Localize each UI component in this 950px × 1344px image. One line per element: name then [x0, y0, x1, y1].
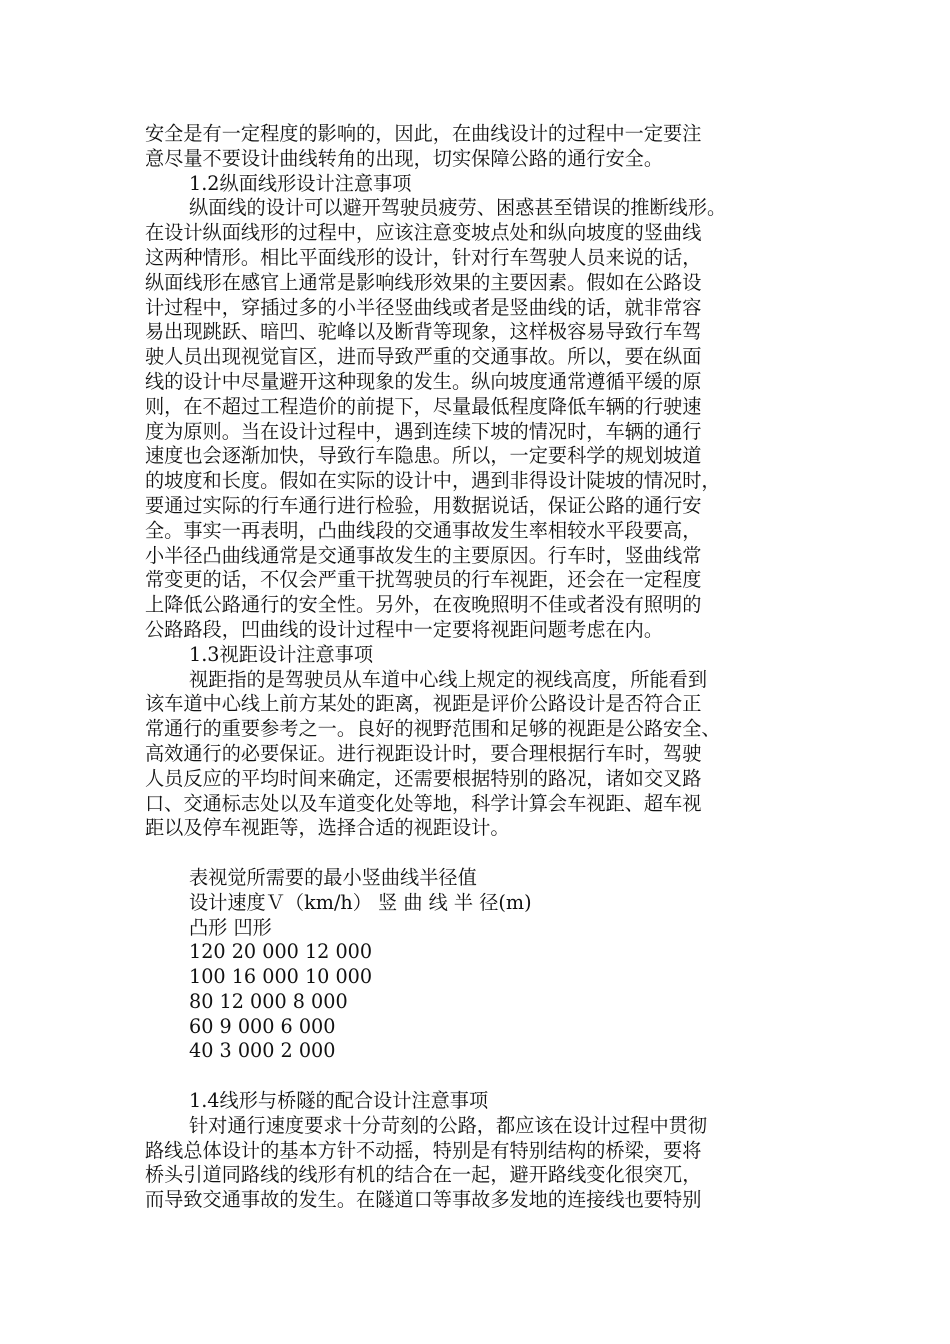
spacer	[145, 1064, 810, 1089]
text-line: 计过程中，穿插过多的小半径竖曲线或者是竖曲线的话，就非常容	[145, 295, 702, 319]
table-subheader: 凸形 凹形	[189, 915, 272, 939]
text-line: 而导致交通事故的发生。在隧道口等事故多发地的连接线也要特别	[145, 1188, 702, 1212]
text-line: 线的设计中尽量避开这种现象的发生。纵向坡度通常遵循平缓的原	[145, 369, 702, 393]
section-heading: 1.4线形与桥隧的配合设计注意事项	[189, 1089, 489, 1113]
text-line: 安全是有一定程度的影响的，因此，在曲线设计的过程中一定要注	[145, 122, 702, 145]
text-line: 常变更的话，不仅会严重干扰驾驶员的行车视距，还会在一定程度	[145, 568, 702, 592]
text-line: 全。事实一再表明，凸曲线段的交通事故发生率相较水平段要高，	[145, 518, 702, 542]
text-line: 桥头引道同路线的线形有机的结合在一起，避开路线变化很突兀，	[145, 1163, 702, 1187]
table-row: 120 20 000 12 000	[189, 940, 373, 964]
text-line: 公路路段，凹曲线的设计过程中一定要将视距问题考虑在内。	[145, 617, 664, 641]
table-row: 80 12 000 8 000	[189, 989, 348, 1013]
text-line: 上降低公路通行的安全性。另外，在夜晚照明不佳或者没有照明的	[145, 593, 702, 617]
table-row: 100 16 000 10 000	[189, 965, 373, 989]
table-title: 表视觉所需要的最小竖曲线半径值	[189, 865, 477, 889]
radius-table	[145, 866, 810, 1064]
section-heading: 1.2纵面线形设计注意事项	[189, 171, 412, 195]
text-line: 的坡度和长度。假如在实际的设计中，遇到非得设计陡坡的情况时，	[145, 469, 721, 493]
paragraph-1	[145, 122, 810, 172]
section-heading: 1.3视距设计注意事项	[189, 642, 374, 666]
text-line: 高效通行的必要保证。进行视距设计时，要合理根据行车时，驾驶	[145, 741, 702, 765]
text-line: 该车道中心线上前方某处的距离，视距是评价公路设计是否符合正	[145, 692, 702, 716]
text-line: 视距指的是驾驶员从车道中心线上规定的视线高度，所能看到	[189, 667, 708, 691]
text-line: 路线总体设计的基本方针不动摇，特别是有特别结构的桥梁，要将	[145, 1138, 702, 1162]
text-line: 纵面线形在感官上通常是影响线形效果的主要因素。假如在公路设	[145, 270, 702, 294]
text-line: 则，在不超过工程造价的前提下，尽量最低程度降低车辆的行驶速	[145, 394, 702, 418]
text-line: 在设计纵面线形的过程中，应该注意变坡点处和纵向坡度的竖曲线	[145, 221, 702, 245]
text-line: 纵面线的设计可以避开驾驶员疲劳、困惑甚至错误的推断线形。	[189, 196, 727, 220]
text-line: 小半径凸曲线通常是交通事故发生的主要原因。行车时，竖曲线常	[145, 543, 702, 567]
text-line: 度为原则。当在设计过程中，遇到连续下坡的情况时，车辆的通行	[145, 419, 702, 443]
text-line: 口、交通标志处以及车道变化处等地，科学计算会车视距、超车视	[145, 791, 702, 815]
text-line: 针对通行速度要求十分苛刻的公路，都应该在设计过程中贯彻	[189, 1113, 708, 1137]
text-line: 这两种情形。相比平面线形的设计，针对行车驾驶人员来说的话，	[145, 245, 702, 269]
table-row: 60 9 000 6 000	[189, 1014, 336, 1038]
table-header: 设计速度Ｖ（km/h） 竖 曲 线 半 径(m)	[189, 890, 532, 914]
section-1-3	[145, 643, 810, 841]
text-line: 易出现跳跃、暗凹、驼峰以及断背等现象，这样极容易导致行车驾	[145, 320, 702, 344]
text-line: 速度也会逐渐加快，导致行车隐患。所以，一定要科学的规划坡道	[145, 444, 702, 468]
text-line: 人员反应的平均时间来确定，还需要根据特别的路况，诸如交叉路	[145, 766, 702, 790]
text-line: 驶人员出现视觉盲区，进而导致严重的交通事故。所以，要在纵面	[145, 345, 702, 369]
text-line: 意尽量不要设计曲线转角的出现，切实保障公路的通行安全。	[145, 146, 664, 170]
text-line: 要通过实际的行车通行进行检验，用数据说话，保证公路的通行安	[145, 493, 702, 517]
text-line: 常通行的重要参考之一。良好的视野范围和足够的视距是公路安全、	[145, 717, 721, 741]
text-line: 距以及停车视距等，选择合适的视距设计。	[145, 816, 510, 840]
section-1-4	[145, 1089, 810, 1213]
section-1-2	[145, 172, 810, 643]
spacer	[145, 841, 810, 866]
document-body	[145, 122, 810, 1213]
table-row: 40 3 000 2 000	[189, 1039, 336, 1063]
